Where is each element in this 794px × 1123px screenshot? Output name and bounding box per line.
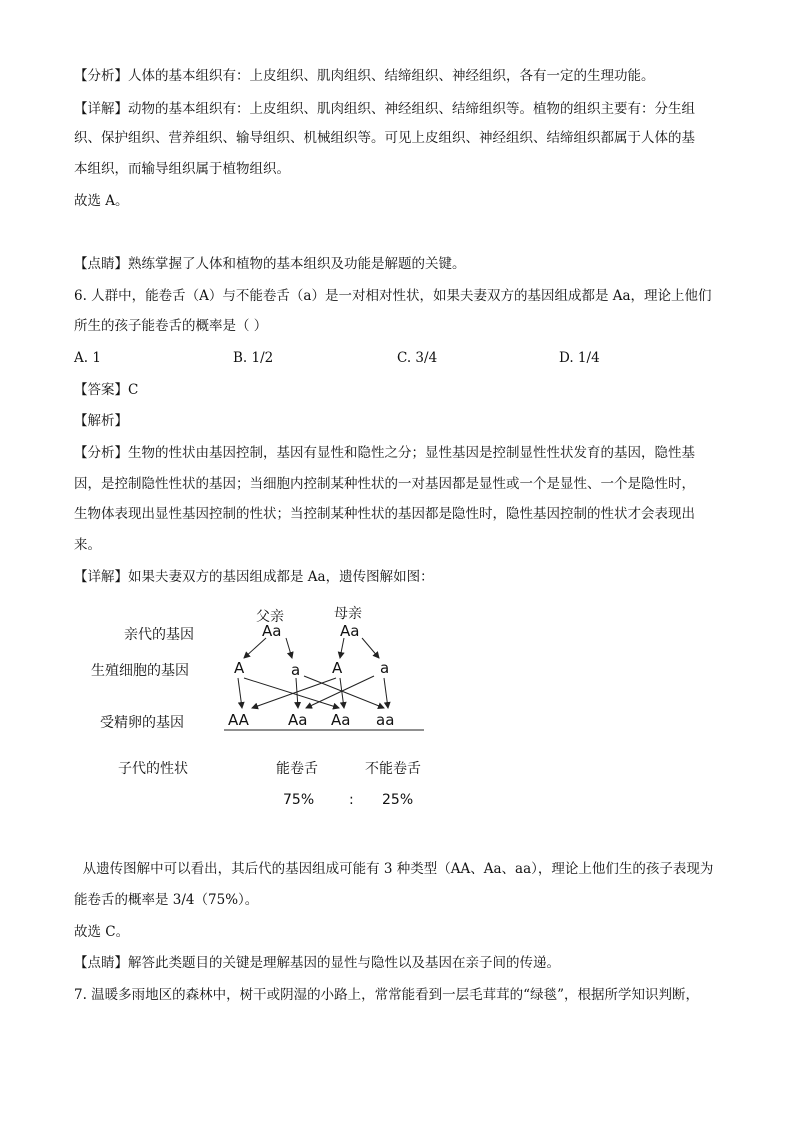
- zygote-AA: AA: [228, 711, 249, 729]
- gamete-mother-a: a: [380, 659, 390, 677]
- detail-1-line-3: 本组织，而输导组织属于植物组织。: [74, 161, 290, 177]
- answer: 【答案】C: [74, 382, 139, 398]
- question-6-line-2: 所生的孩子能卷舌的概率是（ ）: [74, 318, 268, 334]
- question-7-line-1: 7. 温暖多雨地区的森林中，树干或阴湿的小路上，常常能看到一层毛茸茸的“绿毯”，根据所学知识判断，: [74, 987, 699, 1003]
- option-a: A. 1: [74, 350, 101, 366]
- options-row: [74, 348, 674, 368]
- father-gene: Aa: [262, 622, 282, 640]
- arrow-fa-to-Aa1: [296, 678, 298, 708]
- genetic-diagram: [74, 598, 474, 818]
- ratio-dominant: 75%: [283, 792, 315, 808]
- analysis-2-line-2: 因，是控制隐性性状的基因；当细胞内控制某种性状的一对基因都是显性或一个是显性、一个是隐性时，: [74, 476, 695, 492]
- father-label: 父亲: [256, 609, 284, 625]
- arrow-mother-to-a: [362, 638, 379, 658]
- arrow-father-to-a: [286, 638, 292, 658]
- arrow-mA-to-Aa2: [340, 678, 344, 708]
- mother-label: 母亲: [334, 606, 362, 622]
- gamete-mother-A: A: [332, 659, 343, 677]
- after-diagram-line-2: 能卷舌的概率是 3/4（75%）。: [74, 892, 259, 908]
- arrow-father-to-A: [244, 638, 266, 658]
- analysis-2-line-1: 【分析】生物的性状由基因控制，基因有显性和隐性之分；显性基因是控制显性性状发育的基因，隐性基: [74, 445, 695, 461]
- option-c: C. 3/4: [397, 350, 438, 366]
- detail-1-line-1: 【详解】动物的基本组织有：上皮组织、肌肉组织、神经组织、结缔组织等。植物的组织主要有：分生组: [74, 101, 695, 117]
- arrow-fA-to-AA: [238, 678, 242, 708]
- analysis-2-line-3: 生物体表现出显性基因控制的性状；当控制某种性状的基因都是隐性时，隐性基因控制的性状才会表现出: [74, 506, 695, 522]
- choice-1: 故选 A。: [74, 193, 129, 209]
- row-label-trait: 子代的性状: [118, 761, 188, 777]
- zygote-Aa-2: Aa: [331, 711, 351, 729]
- point-1: 【点睛】熟练掌握了人体和植物的基本组织及功能是解题的关键。: [74, 256, 466, 272]
- zygote-Aa-1: Aa: [288, 711, 308, 729]
- zygote-aa: aa: [376, 711, 395, 729]
- analysis-1: 【分析】人体的基本组织有：上皮组织、肌肉组织、结缔组织、神经组织，各有一定的生理功能。: [74, 68, 655, 84]
- trait-dominant: 能卷舌: [276, 761, 318, 777]
- gamete-father-a: a: [291, 661, 301, 679]
- choice-2: 故选 C。: [74, 924, 130, 940]
- after-diagram-line-1: 从遗传图解中可以看出，其后代的基因组成可能有 3 种类型（AA、Aa、aa），理论上他们生的孩子表现为: [74, 861, 714, 877]
- row-label-zygote: 受精卵的基因: [100, 715, 184, 731]
- question-6-line-1: 6. 人群中，能卷舌（A）与不能卷舌（a）是一对相对性状，如果夫妻双方的基因组成都是 Aa，理论上他们: [74, 288, 712, 304]
- mother-gene: Aa: [340, 622, 360, 640]
- option-d: D. 1/4: [559, 350, 600, 366]
- trait-recessive: 不能卷舌: [365, 761, 421, 777]
- ratio-separator: :: [349, 792, 354, 808]
- detail-1-line-2: 织、保护组织、营养组织、输导组织、机械组织等。可见上皮组织、神经组织、结缔组织都属于人体的基: [74, 130, 695, 146]
- arrow-mother-to-A: [340, 638, 344, 658]
- row-label-parent: 亲代的基因: [124, 627, 194, 643]
- analysis-2-line-4: 来。: [74, 537, 101, 553]
- gamete-father-A: A: [234, 659, 245, 677]
- detail-2: 【详解】如果夫妻双方的基因组成都是 Aa，遗传图解如图：: [74, 569, 434, 585]
- arrow-ma-to-aa: [384, 678, 388, 708]
- row-label-gamete: 生殖细胞的基因: [91, 663, 189, 679]
- explain-heading: 【解析】: [74, 413, 128, 429]
- ratio-recessive: 25%: [382, 792, 414, 808]
- point-2: 【点睛】解答此类题目的关键是理解基因的显性与隐性以及基因在亲子间的传递。: [74, 955, 560, 971]
- option-b: B. 1/2: [233, 350, 274, 366]
